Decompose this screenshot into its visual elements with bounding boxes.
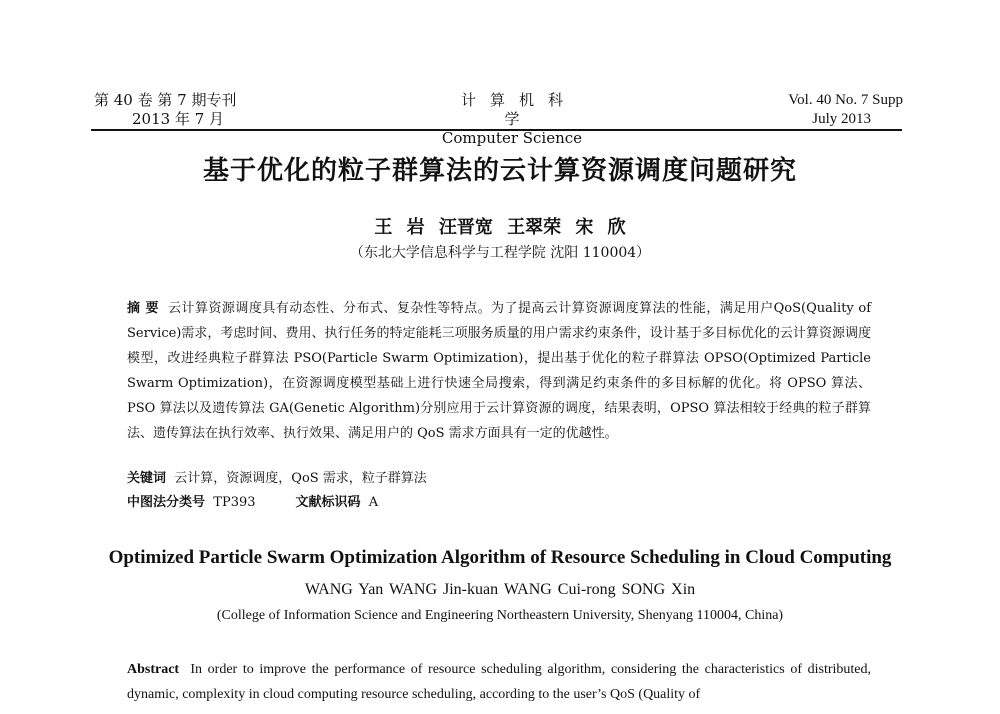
authors-en: WANG Yan WANG Jin-kuan WANG Cui-rong SONG Xin: [304, 581, 696, 598]
abstract-en: [127, 657, 871, 707]
affiliation-cn: （东北大学信息科学与工程学院 沈阳 110004）: [349, 245, 651, 261]
journal-issue-info-en: [788, 91, 903, 129]
abstract-en-label: Abstract: [127, 662, 180, 677]
affiliation-en: (College of Information Science and Engineering Northeastern University, Shenyang 110004, China): [216, 608, 784, 623]
abstract-en-text: In order to improve the performance of resource scheduling algorithm, considering the characteristics of distributed, dynamic, complexity in cloud computing resource scheduling, according to the user’s QoS (Quality of: [127, 662, 871, 702]
volume-issue: 第 40 卷 第 7 期专刊: [94, 91, 237, 109]
clc-value: TP393: [213, 495, 256, 510]
paper-title-en: Optimized Particle Swarm Optimization Algorithm of Resource Scheduling in Cloud Computing: [108, 547, 892, 568]
keywords-cn-label: 关键词: [127, 471, 167, 486]
issue-date-en: July 2013: [812, 111, 871, 127]
journal-name-cn: 计算机科学: [460, 91, 577, 128]
journal-name-en: Computer Science: [441, 129, 583, 147]
abstract-cn-text: 云计算资源调度具有动态性、分布式、复杂性等特点。为了提高云计算资源调度算法的性能，满足用户QoS(Quality of Service)需求，考虑时间、费用、执行任务的特定能耗三项服务质量的用户需求约束条件，设计基于多目标优化的云计算资源调度模型，改进经典粒子群算法 PSO(Particle Swarm Optimization)，提出基于优化的粒子群算法 OPSO(Optimized Particle Swarm Optimization)，在资源调度模型基础上进行快速全局搜索，得到满足约束条件的多目标解的优化。将 OPSO 算法、PSO 算法以及遗传算法 GA(Genetic Algorithm)分别应用于云计算资源的调度，结果表明，OPSO 算法相较于经典的粒子群算法、遗传算法在执行效率、执行效果、满足用户的 QoS 需求方面具有一定的优越性。: [127, 301, 872, 441]
volume-issue-en: Vol. 40 No. 7 Supp: [788, 92, 903, 108]
journal-issue-info: [94, 91, 236, 129]
authors-cn: 王 岩 汪晋宽 王翠荣 宋 欣: [374, 217, 626, 238]
journal-name: [437, 91, 587, 148]
doc-code-label: 文献标识码: [295, 495, 361, 510]
keywords-cn: [127, 469, 871, 489]
keywords-cn-text: 云计算，资源调度，QoS 需求，粒子群算法: [174, 471, 427, 486]
doc-code-value: A: [368, 495, 379, 510]
paper-title-cn: 基于优化的粒子群算法的云计算资源调度问题研究: [202, 156, 797, 186]
clc-label: 中图法分类号: [127, 495, 206, 510]
abstract-cn-label: 摘 要: [127, 301, 159, 316]
abstract-cn: [127, 296, 871, 446]
header-rule: [91, 129, 902, 131]
classification-line: [127, 493, 871, 513]
issue-date-cn: 2013 年 7 月: [132, 110, 225, 128]
